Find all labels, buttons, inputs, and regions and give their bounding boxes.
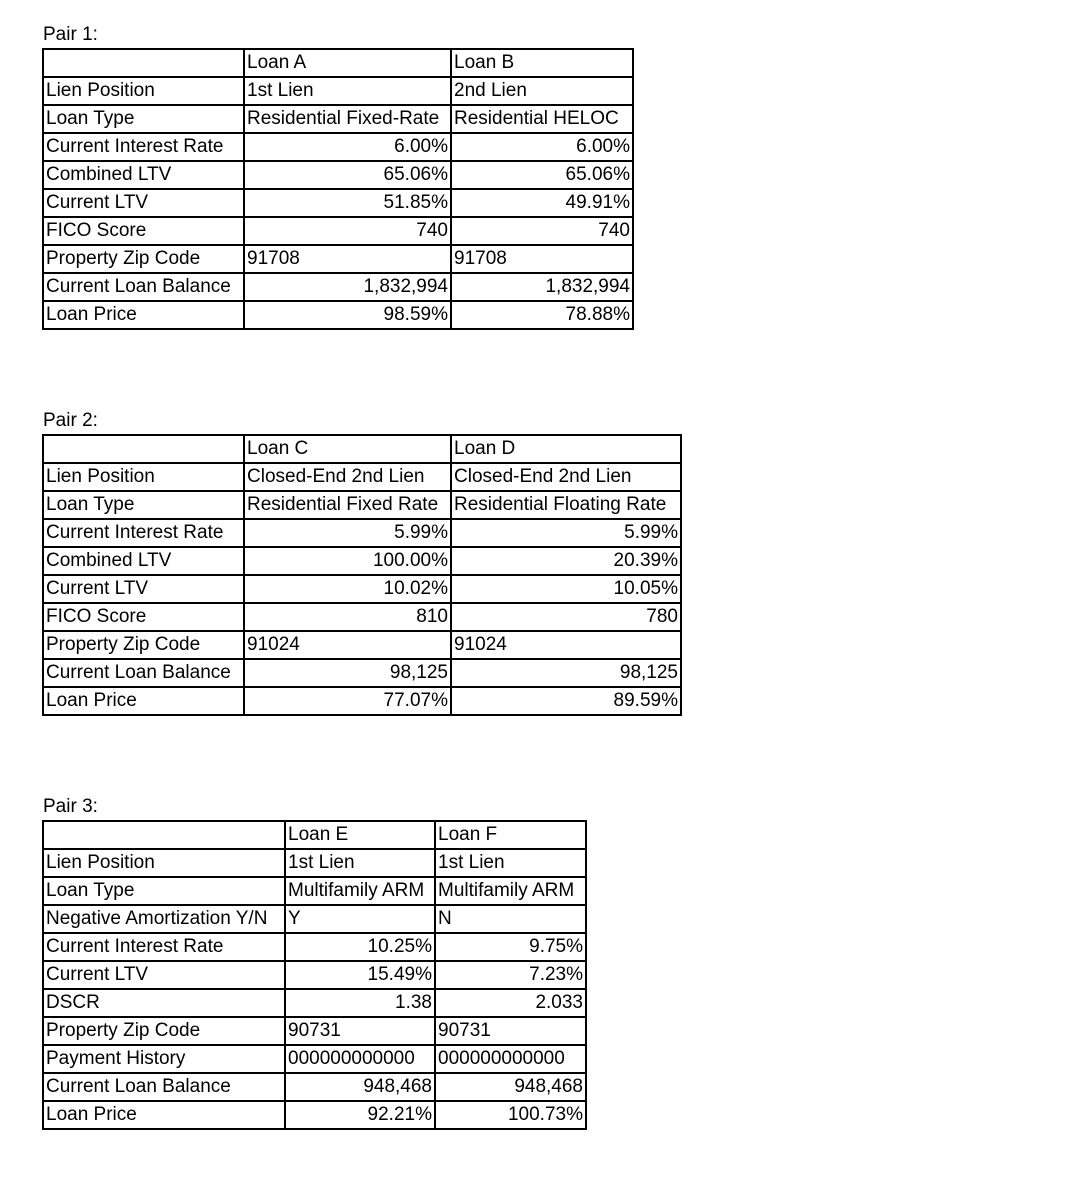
value-cell: 90731 — [285, 1017, 435, 1045]
header-blank-cell — [43, 821, 285, 849]
table-row — [43, 849, 586, 877]
value-cell: 10.05% — [451, 575, 681, 603]
pair-3-table — [42, 820, 587, 1130]
row-label-cell: Current LTV — [43, 189, 244, 217]
row-label-cell: Current LTV — [43, 961, 285, 989]
row-label-cell: Current LTV — [43, 575, 244, 603]
table-row — [43, 217, 633, 245]
value-cell: 100.00% — [244, 547, 451, 575]
table-row — [43, 961, 586, 989]
value-cell: Residential HELOC — [451, 105, 633, 133]
row-label-cell: Current Interest Rate — [43, 133, 244, 161]
value-cell: 000000000000 — [285, 1045, 435, 1073]
table-row — [43, 631, 681, 659]
value-cell: 90731 — [435, 1017, 586, 1045]
value-cell: 5.99% — [244, 519, 451, 547]
header-blank-cell — [43, 49, 244, 77]
value-cell: 15.49% — [285, 961, 435, 989]
value-cell: 2.033 — [435, 989, 586, 1017]
value-cell: Closed-End 2nd Lien — [451, 463, 681, 491]
value-cell: 92.21% — [285, 1101, 435, 1129]
row-label-cell: Loan Price — [43, 687, 244, 715]
value-cell: 10.25% — [285, 933, 435, 961]
table-row — [43, 659, 681, 687]
pair-2-table — [42, 434, 682, 716]
value-cell: Residential Fixed-Rate — [244, 105, 451, 133]
value-cell: 98,125 — [451, 659, 681, 687]
row-label-cell: FICO Score — [43, 217, 244, 245]
table-row — [43, 519, 681, 547]
value-cell: 1st Lien — [435, 849, 586, 877]
value-cell: 91708 — [244, 245, 451, 273]
value-cell: 1,832,994 — [244, 273, 451, 301]
row-label-cell: Lien Position — [43, 849, 285, 877]
value-cell: Multifamily ARM — [435, 877, 586, 905]
value-cell: 1st Lien — [285, 849, 435, 877]
row-label-cell: Current Interest Rate — [43, 519, 244, 547]
table-row — [43, 133, 633, 161]
value-cell: 6.00% — [451, 133, 633, 161]
loan-header-cell: Loan C — [244, 435, 451, 463]
table-row — [43, 547, 681, 575]
loan-header-cell: Loan D — [451, 435, 681, 463]
table-row — [43, 491, 681, 519]
row-label-cell: Loan Price — [43, 301, 244, 329]
pair-1-label: Pair 1: — [43, 24, 98, 45]
table-header-row — [43, 49, 633, 77]
value-cell: 77.07% — [244, 687, 451, 715]
row-label-cell: FICO Score — [43, 603, 244, 631]
loan-header-cell: Loan B — [451, 49, 633, 77]
table-row — [43, 877, 586, 905]
value-cell: 78.88% — [451, 301, 633, 329]
value-cell: N — [435, 905, 586, 933]
value-cell: Residential Floating Rate — [451, 491, 681, 519]
table-row — [43, 77, 633, 105]
value-cell: 91708 — [451, 245, 633, 273]
value-cell: 000000000000 — [435, 1045, 586, 1073]
table-row — [43, 603, 681, 631]
table-row — [43, 161, 633, 189]
row-label-cell: Current Loan Balance — [43, 273, 244, 301]
value-cell: 65.06% — [244, 161, 451, 189]
row-label-cell: Loan Type — [43, 877, 285, 905]
loan-header-cell: Loan A — [244, 49, 451, 77]
table-header-row — [43, 435, 681, 463]
header-blank-cell — [43, 435, 244, 463]
table-row — [43, 687, 681, 715]
row-label-cell: Lien Position — [43, 77, 244, 105]
row-label-cell: Loan Type — [43, 491, 244, 519]
value-cell: 810 — [244, 603, 451, 631]
row-label-cell: Current Interest Rate — [43, 933, 285, 961]
table-row — [43, 1101, 586, 1129]
value-cell: 1,832,994 — [451, 273, 633, 301]
value-cell: 1.38 — [285, 989, 435, 1017]
value-cell: 89.59% — [451, 687, 681, 715]
table-header-row — [43, 821, 586, 849]
table-row — [43, 933, 586, 961]
table-row — [43, 575, 681, 603]
value-cell: 65.06% — [451, 161, 633, 189]
value-cell: 7.23% — [435, 961, 586, 989]
row-label-cell: Property Zip Code — [43, 245, 244, 273]
row-label-cell: Property Zip Code — [43, 1017, 285, 1045]
value-cell: 6.00% — [244, 133, 451, 161]
value-cell: 2nd Lien — [451, 77, 633, 105]
value-cell: 98,125 — [244, 659, 451, 687]
table-row — [43, 105, 633, 133]
loan-header-cell: Loan E — [285, 821, 435, 849]
table-row — [43, 273, 633, 301]
row-label-cell: Combined LTV — [43, 547, 244, 575]
value-cell: 740 — [451, 217, 633, 245]
row-label-cell: Current Loan Balance — [43, 1073, 285, 1101]
table-row — [43, 905, 586, 933]
value-cell: 948,468 — [285, 1073, 435, 1101]
value-cell: 780 — [451, 603, 681, 631]
value-cell: 20.39% — [451, 547, 681, 575]
pair-1-table — [42, 48, 634, 330]
value-cell: Multifamily ARM — [285, 877, 435, 905]
loan-header-cell: Loan F — [435, 821, 586, 849]
value-cell: 91024 — [451, 631, 681, 659]
row-label-cell: Negative Amortization Y/N — [43, 905, 285, 933]
table-row — [43, 1045, 586, 1073]
pair-3-label: Pair 3: — [43, 796, 98, 817]
table-row — [43, 989, 586, 1017]
row-label-cell: Payment History — [43, 1045, 285, 1073]
value-cell: Y — [285, 905, 435, 933]
row-label-cell: Lien Position — [43, 463, 244, 491]
value-cell: 5.99% — [451, 519, 681, 547]
value-cell: 91024 — [244, 631, 451, 659]
row-label-cell: Property Zip Code — [43, 631, 244, 659]
value-cell: Closed-End 2nd Lien — [244, 463, 451, 491]
table-row — [43, 301, 633, 329]
row-label-cell: Combined LTV — [43, 161, 244, 189]
table-row — [43, 463, 681, 491]
table-row — [43, 1073, 586, 1101]
pair-2-label: Pair 2: — [43, 410, 98, 431]
row-label-cell: Loan Price — [43, 1101, 285, 1129]
table-row — [43, 1017, 586, 1045]
value-cell: 49.91% — [451, 189, 633, 217]
value-cell: 1st Lien — [244, 77, 451, 105]
row-label-cell: DSCR — [43, 989, 285, 1017]
value-cell: 100.73% — [435, 1101, 586, 1129]
value-cell: 9.75% — [435, 933, 586, 961]
row-label-cell: Loan Type — [43, 105, 244, 133]
table-row — [43, 245, 633, 273]
value-cell: 51.85% — [244, 189, 451, 217]
table-row — [43, 189, 633, 217]
value-cell: 10.02% — [244, 575, 451, 603]
value-cell: 948,468 — [435, 1073, 586, 1101]
value-cell: Residential Fixed Rate — [244, 491, 451, 519]
value-cell: 98.59% — [244, 301, 451, 329]
row-label-cell: Current Loan Balance — [43, 659, 244, 687]
value-cell: 740 — [244, 217, 451, 245]
